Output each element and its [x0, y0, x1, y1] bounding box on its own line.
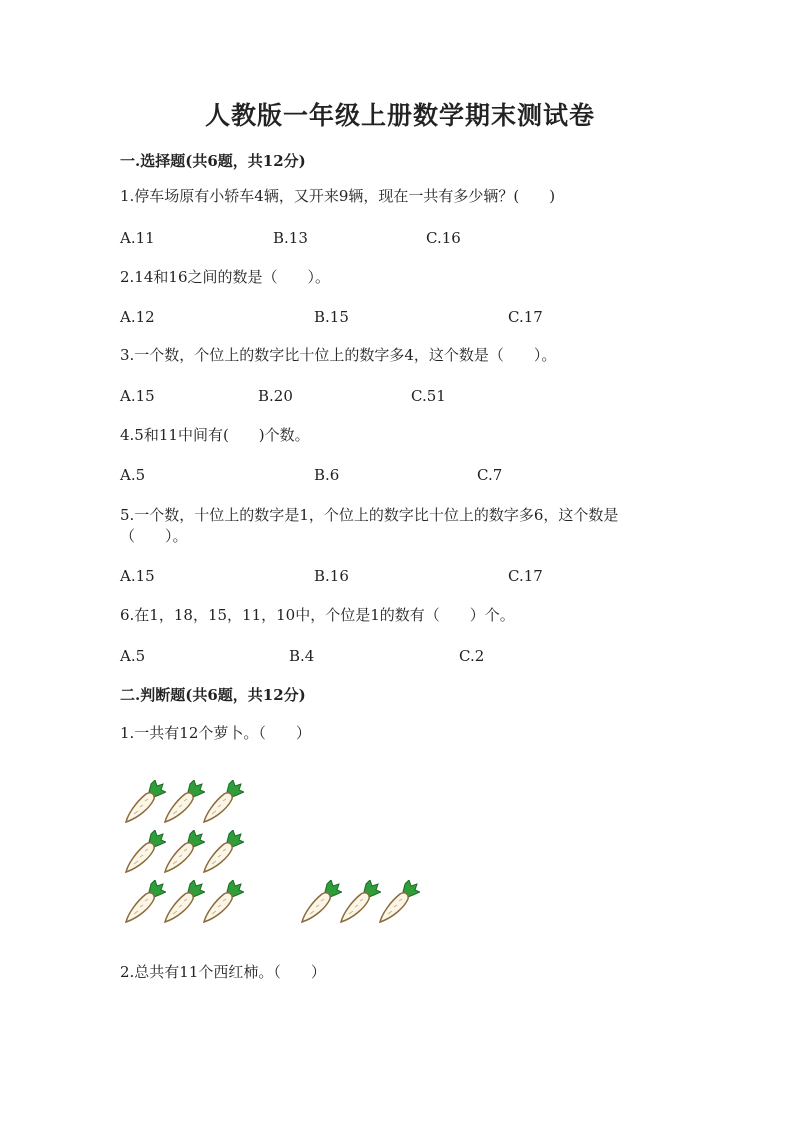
carrot-icon [124, 780, 166, 824]
carrot-icon [124, 880, 166, 924]
option-c: C.17 [508, 567, 543, 585]
option-b: B.13 [273, 229, 308, 247]
option-c: C.16 [426, 229, 461, 247]
option-a: A.15 [120, 567, 155, 585]
question-2-2: 2.总共有11个西红柿。（ ） [120, 963, 326, 981]
option-c: C.7 [477, 466, 503, 484]
carrot-icon [202, 880, 244, 924]
carrot-icon [163, 880, 205, 924]
carrot-icon [163, 830, 205, 874]
section-1-heading: 一.选择题(共6题，共12分) [120, 152, 306, 170]
carrot-icon [163, 780, 205, 824]
question-1-5: 5.一个数，十位上的数字是1，个位上的数字比十位上的数字多6，这个数是（ ）。 [120, 506, 619, 545]
option-b: B.20 [258, 387, 293, 405]
question-2-1: 1.一共有12个萝卜。（ ） [120, 724, 311, 742]
option-a: A.5 [120, 466, 146, 484]
section-2-heading: 二.判断题(共6题，共12分) [120, 686, 306, 704]
option-c: C.51 [411, 387, 446, 405]
question-1-3: 3.一个数，个位上的数字比十位上的数字多4，这个数是（ ）。 [120, 346, 557, 364]
option-c: C.2 [459, 647, 485, 665]
option-b: B.16 [314, 567, 349, 585]
carrot-figure [120, 776, 440, 926]
option-a: A.5 [120, 647, 146, 665]
option-a: A.12 [120, 308, 155, 326]
option-c: C.17 [508, 308, 543, 326]
carrot-icon [378, 880, 420, 924]
option-a: A.11 [120, 229, 155, 247]
carrot-icon [300, 880, 342, 924]
question-1-2: 2.14和16之间的数是（ ）。 [120, 268, 330, 286]
page-title: 人教版一年级上册数学期末测试卷 [204, 101, 595, 130]
carrot-icon [124, 830, 166, 874]
carrot-icon [202, 830, 244, 874]
question-1-4: 4.5和11中间有( )个数。 [120, 426, 310, 444]
option-a: A.15 [120, 387, 155, 405]
question-1-1: 1.停车场原有小轿车4辆，又开来9辆，现在一共有多少辆？( ) [120, 187, 556, 205]
option-b: B.6 [314, 466, 340, 484]
question-1-6: 6.在1，18，15，11，10中，个位是1的数有（ ）个。 [120, 606, 515, 624]
option-b: B.4 [289, 647, 315, 665]
option-b: B.15 [314, 308, 349, 326]
carrot-icon [339, 880, 381, 924]
carrot-icon [202, 780, 244, 824]
